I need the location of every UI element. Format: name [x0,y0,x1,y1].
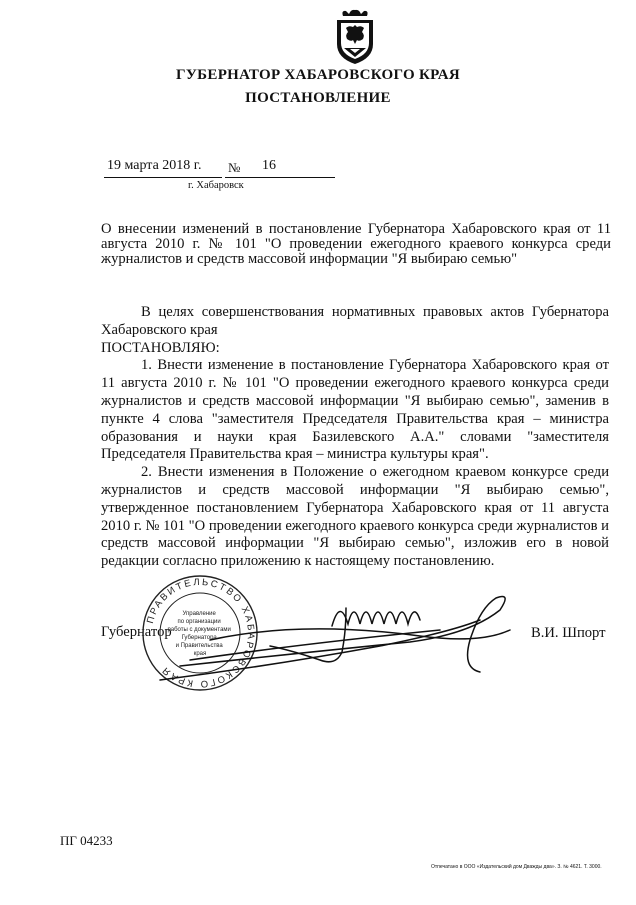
document-city: г. Хабаровск [188,180,244,191]
number-underline [225,177,335,178]
stamp-ring-text: ПРАВИТЕЛЬСТВО ХАБАРОВСКОГО КРАЯ [144,576,257,690]
document-body [101,304,609,571]
preamble: В целях совершенствования нормативных правовых актов Губернатора Хабаровского края [101,304,609,338]
stamp-line-2: по организации [177,619,221,625]
document-date: 19 марта 2018 г. [107,158,202,173]
document-subject: О внесении изменений в постановление Губернатора Хабаровского края от 11 августа 2010 г. № 101 "О проведении ежегодного краевого конкурса среди журналистов и средств массовой информации "Я выбираю семью" [101,221,611,267]
issuer-title: ГУБЕРНАТОР ХАБАРОВСКОГО КРАЯ [176,67,460,83]
form-code: ПГ 04233 [60,833,113,848]
date-underline [104,177,222,178]
stamp-line-4: Губернатора [181,635,217,641]
clause-1: 1. Внести изменение в постановление Губернатора Хабаровского края от 11 августа 2010 г. № 101 "О проведении ежегодного краевого конкурса среди журналистов и средств массовой информации "Я выбираю семью", заменив в пункте 4 слова "заместителя Председателя Правительства края – министра образования и науки края Базилевского А.А." словами "заместителя Председателя Правительства края – министра культуры края". [101,357,609,463]
stamp-line-3: работы с документами [167,627,231,633]
number-sign: № [228,160,241,175]
stamp-line-1: Управление [182,611,216,617]
printer-imprint: Отпечатано в ООО «Издательский дом Дважды два». З. № 4621. Т. 3000. [431,864,602,870]
coat-of-arms-icon [331,8,379,66]
signatory-name: В.И. Шпорт [531,625,606,641]
document-number: 16 [262,158,276,173]
document-type: ПОСТАНОВЛЕНИЕ [245,90,391,106]
stamp-line-6: края [193,651,207,657]
clause-2: 2. Внести изменения в Положение о ежегодном краевом конкурсе среди журналистов и средств массовой информации "Я выбираю семью", утвержденное постановлением Губернатора Хабаровского края от 11 августа 2010 г. № 101 "О проведении ежегодного краевого конкурса среди журналистов и средств массовой информации "Я выбираю семью", изложив его в новой редакции согласно приложению к настоящему постановлению. [101,464,609,570]
stamp-line-5: и Правительства [175,643,223,649]
handwritten-signature [150,580,630,690]
decree-word: ПОСТАНОВЛЯЮ: [101,339,220,356]
signatory-role: Губернатор [101,624,172,640]
